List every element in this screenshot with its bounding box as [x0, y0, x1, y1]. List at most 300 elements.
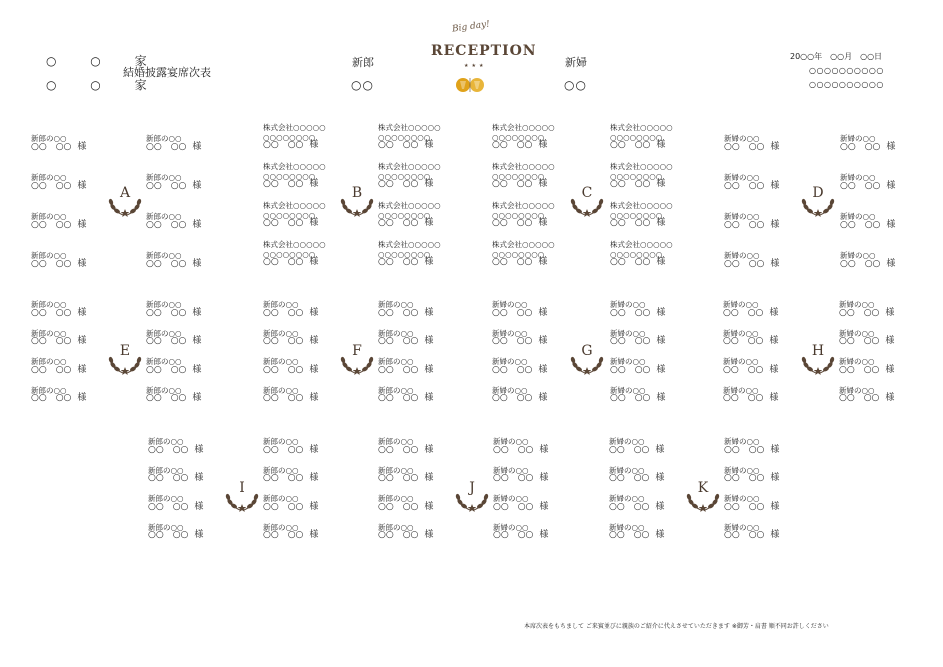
guest-name-text: ○○ ○○: [378, 530, 419, 540]
guest-seat: [492, 241, 555, 267]
guest-name: [609, 503, 664, 512]
guest-name: [146, 337, 201, 346]
logo-stars: ★★★: [464, 63, 487, 69]
guest-seat: [840, 252, 895, 269]
guest-title: 新婦の○○: [493, 522, 529, 532]
guest-title: 新婦の○○: [840, 251, 876, 260]
guest-name-text: ○○ ○○: [609, 501, 650, 512]
guest-name: [146, 221, 201, 230]
guest-title: 新郎の○○: [263, 465, 299, 475]
guest-name-text: ○○ ○○: [492, 140, 533, 150]
honorific: 様: [770, 141, 780, 152]
table-letter: G: [581, 343, 593, 359]
guest-name: [724, 143, 779, 152]
honorific: 様: [886, 180, 896, 191]
guest-name: [492, 219, 555, 228]
guest-seat: [378, 467, 433, 484]
guest-seat: [609, 495, 664, 512]
table-letter: B: [351, 185, 363, 201]
honorific: 様: [77, 258, 87, 269]
guest-seat: [493, 524, 548, 541]
family-name-row-1: ○ ○ 家: [46, 54, 162, 68]
guest-title: 新婦の○○: [492, 300, 528, 309]
honorific: 様: [538, 336, 548, 346]
honorific: 様: [309, 336, 319, 346]
guest-seat: [146, 330, 201, 347]
guest-name-text: ○○ ○○: [148, 473, 189, 483]
guest-name: [263, 366, 318, 375]
guest-name: [31, 366, 86, 375]
footer-note: 本席次表をもちまして ご来賓並びに親族のご紹介に代えさせていただきます ※御芳・肩書 順不同お許しください: [524, 623, 829, 630]
guest-title-line-2: ○○○○○○○○: [492, 210, 545, 220]
honorific: 様: [309, 364, 319, 375]
guest-name: [609, 474, 664, 483]
guest-title: 新郎の○○: [378, 357, 414, 366]
guest-name-text: ○○ ○○: [610, 307, 651, 318]
guest-name-text: ○○ ○○: [840, 258, 881, 269]
guest-name: [724, 446, 779, 455]
guest-title-line-2: ○○○○○○○○: [378, 132, 431, 142]
guest-name-text: ○○ ○○: [492, 336, 533, 346]
guest-seat: [263, 241, 326, 267]
guest-seat: [610, 330, 665, 347]
guest-title: 新婦の○○: [723, 385, 759, 395]
honorific: 様: [192, 180, 202, 191]
guest-title: 新婦の○○: [723, 357, 759, 366]
honorific: 様: [885, 307, 895, 318]
table-marker: [569, 345, 605, 379]
guest-name: [148, 474, 203, 483]
guest-seat: [263, 387, 318, 404]
laurel-wreath-icon: [569, 197, 605, 219]
guest-title: 新婦の○○: [610, 385, 646, 395]
guest-name-text: ○○ ○○: [724, 258, 765, 269]
guest-name: [378, 366, 433, 375]
guest-name: [31, 337, 86, 346]
table-letter: H: [811, 343, 825, 359]
honorific: 様: [655, 530, 665, 540]
guest-title: 新婦の○○: [839, 385, 875, 395]
table-letter: I: [239, 480, 245, 496]
guest-seat: [839, 387, 894, 404]
laurel-wreath-icon: [800, 355, 836, 377]
guest-seat: [378, 163, 441, 189]
guest-title-line-2: ○○○○○○○○: [378, 249, 431, 259]
guest-title: 新郎の○○: [263, 437, 299, 446]
guest-seat: [263, 524, 318, 541]
laurel-wreath-icon: [569, 355, 605, 377]
groom-label: 新郎: [352, 56, 374, 69]
guest-title: 株式会社○○○○○: [610, 162, 673, 171]
honorific: 様: [769, 336, 779, 346]
guest-seat: [723, 358, 778, 375]
honorific: 様: [77, 180, 87, 191]
guest-seat: [263, 301, 318, 318]
guest-seat: [263, 467, 318, 484]
honorific: 様: [539, 444, 549, 455]
honorific: 様: [770, 180, 780, 191]
honorific: 様: [539, 473, 549, 483]
guest-title-line-2: ○○○○○○○○: [492, 171, 545, 181]
guest-seat: [31, 358, 86, 375]
guest-name-text: ○○ ○○: [31, 307, 72, 318]
honorific: 様: [770, 219, 780, 230]
honorific: 様: [539, 530, 549, 540]
guest-seat: [610, 387, 665, 404]
honorific: 様: [769, 393, 779, 403]
honorific: 様: [885, 336, 895, 346]
guest-name: [146, 394, 201, 403]
guest-title: 新郎の○○: [378, 465, 414, 475]
guest-name: [723, 309, 778, 318]
honorific: 様: [656, 140, 666, 150]
guest-name: [609, 531, 664, 540]
guest-title: 新郎の○○: [31, 212, 67, 221]
guest-title-line-2: ○○○○○○○○: [263, 210, 316, 220]
honorific: 様: [309, 307, 319, 318]
guest-seat: [840, 135, 895, 152]
honorific: 様: [192, 258, 202, 269]
guest-name-text: ○○ ○○: [723, 393, 764, 403]
guest-name-text: ○○ ○○: [724, 219, 765, 230]
guest-name: [263, 180, 326, 189]
guest-seat: [263, 330, 318, 347]
guest-name-text: ○○ ○○: [610, 218, 651, 228]
guest-title-line-2: ○○○○○○○○: [610, 210, 663, 220]
guest-title: 新婦の○○: [610, 328, 646, 338]
guest-seat: [31, 387, 86, 404]
guest-seat: [609, 438, 664, 455]
table-marker: [339, 345, 375, 379]
guest-seat: [31, 174, 86, 191]
honorific: 様: [538, 364, 548, 375]
guest-title: 新婦の○○: [724, 522, 760, 532]
guest-seat: [146, 174, 201, 191]
honorific: 様: [538, 307, 548, 318]
guest-name: [492, 141, 555, 150]
guest-name: [492, 258, 555, 267]
guest-title: 新婦の○○: [724, 173, 760, 182]
guest-name: [723, 337, 778, 346]
guest-name-text: ○○ ○○: [492, 307, 533, 318]
guest-seat: [723, 387, 778, 404]
guest-name-text: ○○ ○○: [493, 473, 534, 483]
guest-title: 新婦の○○: [609, 465, 645, 475]
guest-seat: [263, 163, 326, 189]
guest-seat: [148, 524, 203, 541]
guest-title: 新婦の○○: [839, 300, 875, 309]
guest-title: 新婦の○○: [610, 357, 646, 366]
honorific: 様: [309, 218, 319, 228]
guest-name-text: ○○ ○○: [609, 444, 650, 455]
guest-name-text: ○○ ○○: [378, 307, 419, 318]
honorific: 様: [769, 364, 779, 375]
guest-seat: [840, 213, 895, 230]
guest-title-line-2: ○○○○○○○○: [610, 249, 663, 259]
guest-name: [493, 446, 548, 455]
guest-name: [724, 260, 779, 269]
guest-title: 新婦の○○: [492, 328, 528, 338]
guest-name-text: ○○ ○○: [610, 364, 651, 375]
guest-name-text: ○○ ○○: [146, 180, 187, 191]
honorific: 様: [309, 257, 319, 267]
guest-title: 株式会社○○○○○: [610, 201, 673, 210]
guest-seat: [839, 301, 894, 318]
guest-seat: [492, 301, 547, 318]
guest-name: [146, 260, 201, 269]
guest-title: 新郎の○○: [146, 328, 182, 338]
guest-name-text: ○○ ○○: [378, 140, 419, 150]
guest-seat: [263, 438, 318, 455]
guest-name: [724, 531, 779, 540]
honorific: 様: [424, 257, 434, 267]
guest-name: [146, 366, 201, 375]
guest-seat: [263, 358, 318, 375]
honorific: 様: [656, 393, 666, 403]
guest-name: [263, 394, 318, 403]
guest-name: [492, 309, 547, 318]
guest-name-text: ○○ ○○: [378, 257, 419, 267]
guest-name-text: ○○ ○○: [146, 141, 187, 152]
guest-name-text: ○○ ○○: [378, 393, 419, 403]
guest-name-text: ○○ ○○: [610, 140, 651, 150]
table-marker: [685, 482, 721, 516]
honorific: 様: [77, 364, 87, 375]
guest-name: [146, 309, 201, 318]
guest-name: [263, 258, 326, 267]
guest-name: [263, 531, 318, 540]
guest-title: 新婦の○○: [493, 465, 529, 475]
guest-seat: [148, 438, 203, 455]
guest-title: 株式会社○○○○○: [378, 240, 441, 249]
honorific: 様: [538, 179, 548, 189]
guest-name-text: ○○ ○○: [263, 501, 304, 512]
table-marker: [107, 345, 143, 379]
guest-seat: [492, 202, 555, 228]
guest-seat: [610, 202, 673, 228]
guest-name-text: ○○ ○○: [146, 364, 187, 375]
guest-seat: [724, 174, 779, 191]
guest-seat: [148, 495, 203, 512]
table-letter: A: [119, 185, 131, 201]
guest-seat: [146, 213, 201, 230]
honorific: 様: [424, 393, 434, 403]
honorific: 様: [309, 444, 319, 455]
guest-name: [263, 503, 318, 512]
honorific: 様: [886, 141, 896, 152]
table-marker: [569, 187, 605, 221]
logo-subtitle: Big day!: [451, 19, 491, 35]
guest-seat: [378, 301, 433, 318]
honorific: 様: [424, 473, 434, 483]
guest-name-text: ○○ ○○: [148, 501, 189, 512]
guest-name-text: ○○ ○○: [148, 530, 189, 540]
guest-title: 新婦の○○: [492, 385, 528, 395]
guest-title: 株式会社○○○○○: [492, 240, 555, 249]
guest-title: 新郎の○○: [31, 357, 67, 366]
guest-seat: [378, 202, 441, 228]
guest-title: 新婦の○○: [724, 251, 760, 260]
honorific: 様: [538, 140, 548, 150]
guest-name-text: ○○ ○○: [146, 258, 187, 269]
guest-title: 新婦の○○: [609, 437, 645, 446]
guest-name-text: ○○ ○○: [31, 336, 72, 346]
guest-seat: [146, 387, 201, 404]
guest-seat: [839, 358, 894, 375]
guest-name: [610, 258, 673, 267]
guest-name-text: ○○ ○○: [378, 364, 419, 375]
guest-title: 新婦の○○: [493, 494, 529, 503]
laurel-wreath-icon: [339, 197, 375, 219]
guest-title: 新婦の○○: [724, 134, 760, 143]
guest-name-text: ○○ ○○: [263, 336, 304, 346]
guest-name: [263, 309, 318, 318]
guest-name-text: ○○ ○○: [493, 530, 534, 540]
guest-name: [263, 219, 326, 228]
guest-title: 新婦の○○: [609, 494, 645, 503]
guest-title-line-2: ○○○○○○○○: [263, 171, 316, 181]
honorific: 様: [424, 179, 434, 189]
guest-title-line-2: ○○○○○○○○: [378, 171, 431, 181]
honorific: 様: [656, 364, 666, 375]
guest-name: [146, 143, 201, 152]
guest-name: [148, 446, 203, 455]
guest-name: [840, 182, 895, 191]
guest-seat: [492, 163, 555, 189]
guest-name: [840, 260, 895, 269]
guest-name-text: ○○ ○○: [263, 530, 304, 540]
guest-title: 新婦の○○: [724, 437, 760, 446]
guest-seat: [840, 174, 895, 191]
guest-title: 新郎の○○: [31, 173, 67, 182]
family-name-row-2: ○ ○ 家: [46, 78, 162, 92]
guest-name-text: ○○ ○○: [492, 218, 533, 228]
honorific: 様: [192, 219, 202, 230]
guest-title: 新郎の○○: [148, 522, 184, 532]
guest-name-text: ○○ ○○: [31, 258, 72, 269]
guest-seat: [724, 135, 779, 152]
table-marker: [224, 482, 260, 516]
honorific: 様: [192, 364, 202, 375]
honorific: 様: [538, 393, 548, 403]
honorific: 様: [309, 530, 319, 540]
guest-name: [492, 366, 547, 375]
honorific: 様: [194, 501, 204, 512]
guest-seat: [492, 330, 547, 347]
guest-seat: [378, 438, 433, 455]
guest-name-text: ○○ ○○: [263, 473, 304, 483]
honorific: 様: [309, 179, 319, 189]
laurel-wreath-icon: [339, 355, 375, 377]
honorific: 様: [77, 219, 87, 230]
guest-name-text: ○○ ○○: [609, 530, 650, 540]
guest-title: 新郎の○○: [31, 300, 67, 309]
guest-name: [493, 531, 548, 540]
guest-name-text: ○○ ○○: [31, 219, 72, 230]
guest-title: 新郎の○○: [148, 465, 184, 475]
honorific: 様: [77, 307, 87, 318]
venue-line-1: ○○○○○○○○○○: [809, 66, 884, 75]
honorific: 様: [309, 140, 319, 150]
guest-name-text: ○○ ○○: [263, 179, 304, 189]
guest-seat: [839, 330, 894, 347]
guest-title: 新郎の○○: [31, 385, 67, 395]
guest-name-text: ○○ ○○: [263, 140, 304, 150]
guest-title: 株式会社○○○○○: [378, 201, 441, 210]
guest-seat: [609, 467, 664, 484]
guest-seat: [146, 358, 201, 375]
honorific: 様: [192, 336, 202, 346]
guest-title: 新郎の○○: [148, 494, 184, 503]
guest-name-text: ○○ ○○: [263, 393, 304, 403]
honorific: 様: [194, 530, 204, 540]
guest-seat: [378, 330, 433, 347]
guest-name: [378, 219, 441, 228]
guest-name: [609, 446, 664, 455]
honorific: 様: [538, 257, 548, 267]
guest-title: 新郎の○○: [378, 385, 414, 395]
guest-name: [378, 141, 441, 150]
guest-title: 株式会社○○○○○: [492, 123, 555, 132]
guest-name: [839, 309, 894, 318]
guest-name: [492, 394, 547, 403]
laurel-wreath-icon: [107, 355, 143, 377]
guest-name: [840, 143, 895, 152]
guest-title: 新郎の○○: [263, 328, 299, 338]
guest-title: 新婦の○○: [723, 300, 759, 309]
guest-title: 新郎の○○: [146, 212, 182, 221]
guest-seat: [378, 241, 441, 267]
guest-name: [31, 143, 86, 152]
guest-title: 新婦の○○: [724, 465, 760, 475]
guest-name: [724, 182, 779, 191]
guest-name-text: ○○ ○○: [724, 530, 765, 540]
guest-seat: [610, 241, 673, 267]
guest-seat: [609, 524, 664, 541]
bride-name: ○○: [564, 78, 587, 92]
honorific: 様: [655, 501, 665, 512]
guest-name: [378, 337, 433, 346]
guest-name-text: ○○ ○○: [724, 473, 765, 483]
guest-name-text: ○○ ○○: [840, 219, 881, 230]
guest-title: 新婦の○○: [493, 437, 529, 446]
guest-seat: [378, 358, 433, 375]
honorific: 様: [886, 219, 896, 230]
guest-title: 株式会社○○○○○: [610, 123, 673, 132]
guest-name: [839, 337, 894, 346]
guest-name-text: ○○ ○○: [492, 364, 533, 375]
table-letter: F: [352, 343, 362, 359]
table-marker: [107, 187, 143, 221]
guest-name-text: ○○ ○○: [723, 364, 764, 375]
guest-title: 新郎の○○: [31, 328, 67, 338]
guest-name-text: ○○ ○○: [146, 307, 187, 318]
honorific: 様: [770, 530, 780, 540]
honorific: 様: [656, 336, 666, 346]
guest-name: [839, 394, 894, 403]
honorific: 様: [424, 364, 434, 375]
guest-name: [31, 260, 86, 269]
table-letter: K: [697, 480, 709, 496]
guest-name-text: ○○ ○○: [723, 307, 764, 318]
document-title: 結婚披露宴席次表: [123, 66, 211, 79]
guest-seat: [723, 330, 778, 347]
guest-seat: [31, 135, 86, 152]
guest-seat: [378, 387, 433, 404]
honorific: 様: [194, 473, 204, 483]
guest-seat: [610, 124, 673, 150]
honorific: 様: [192, 307, 202, 318]
